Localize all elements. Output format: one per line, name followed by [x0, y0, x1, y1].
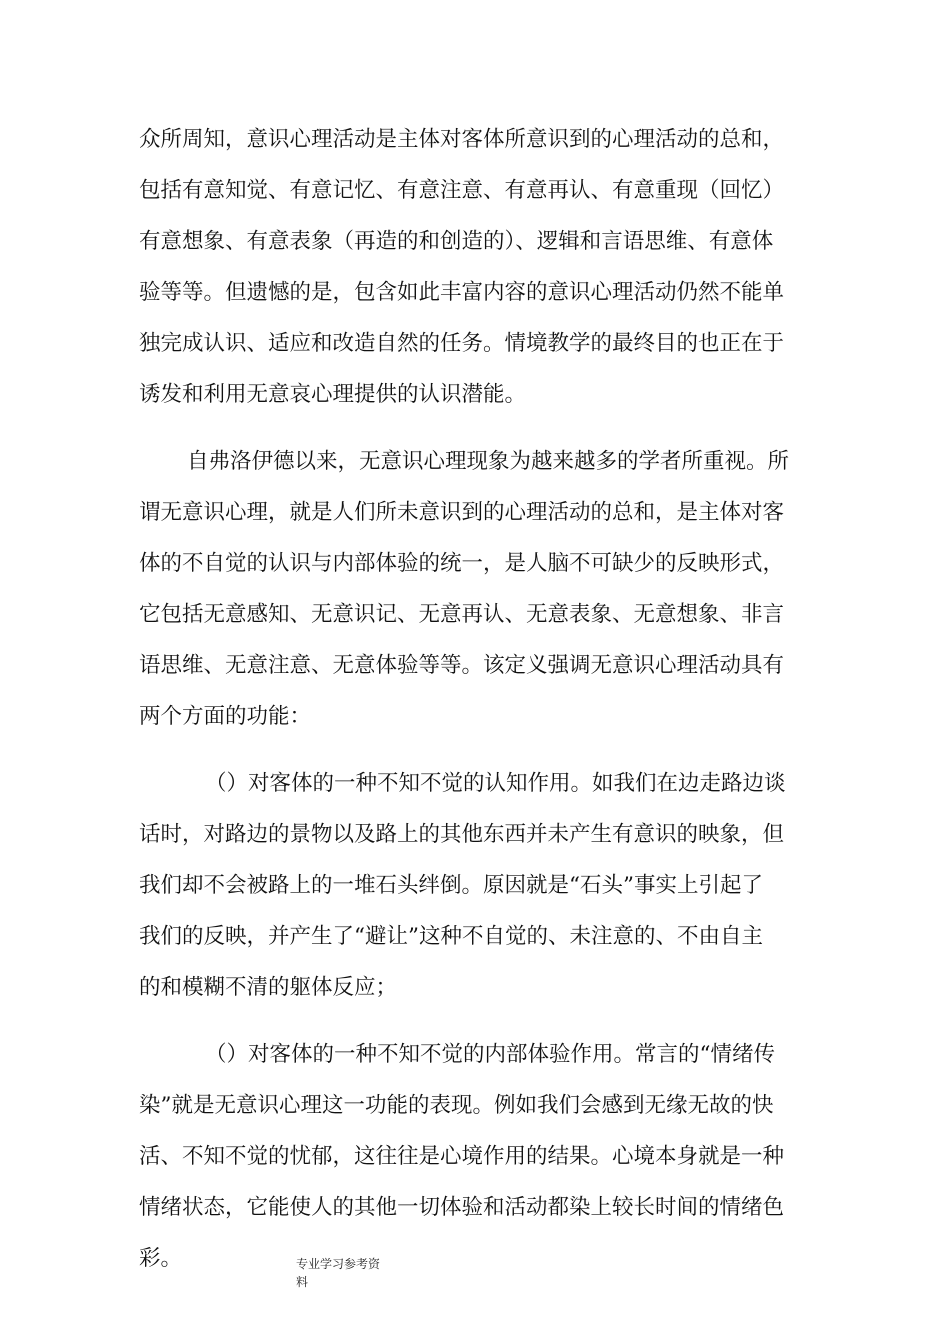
paragraph-spacer	[139, 1013, 819, 1029]
paragraph-spacer	[139, 420, 819, 436]
text-line: 谓无意识心理，就是人们所未意识到的心理活动的总和，是主体对客	[139, 500, 785, 525]
text-line: （）对客体的一种不知不觉的认知作用。如我们在边走路边谈	[205, 771, 786, 796]
text-line: 众所周知，意识心理活动是主体对客体所意识到的心理活动的总和，	[139, 127, 785, 152]
text-line: 情绪状态，它能使人的其他一切体验和活动都染上较长时间的情绪色	[139, 1195, 785, 1220]
page-footer	[296, 1255, 380, 1291]
text-line: 语思维、无意注意、无意体验等等。该定义强调无意识心理活动具有	[139, 653, 785, 678]
text-line: 我们却不会被路上的一堆石头绊倒。原因就是“石头”事实上引起了	[139, 873, 763, 898]
text-line: 的和模糊不清的躯体反应；	[139, 975, 398, 1000]
footer-text-line: 料	[296, 1275, 309, 1289]
document-body	[139, 114, 819, 1284]
text-line: 独完成认识、适应和改造自然的任务。情境教学的最终目的也正在于	[139, 331, 785, 356]
text-line: 验等等。但遗憾的是，包含如此丰富内容的意识心理活动仍然不能单	[139, 280, 785, 305]
text-line: 包括有意知觉、有意记忆、有意注意、有意再认、有意重现（回忆）	[139, 178, 785, 203]
paragraph-spacer	[139, 742, 819, 758]
text-line: 诱发和利用无意哀心理提供的认识潜能。	[139, 382, 527, 407]
text-line: 彩。	[139, 1246, 183, 1271]
paragraph-cognitive-function	[139, 758, 819, 1013]
text-line: 两个方面的功能：	[139, 704, 312, 729]
text-line: 自弗洛伊德以来，无意识心理现象为越来越多的学者所重视。所	[187, 449, 790, 474]
text-line: 我们的反映，并产生了“避让”这种不自觉的、未注意的、不由自主	[139, 924, 763, 949]
text-line: 体的不自觉的认识与内部体验的统一，是人脑不可缺少的反映形式，	[139, 551, 785, 576]
paragraph-experience-function	[139, 1029, 819, 1284]
footer-text-line: 专业学习参考资	[296, 1257, 381, 1271]
paragraph-unconscious-definition	[139, 436, 819, 742]
paragraph-conscious-activity	[139, 114, 819, 420]
text-line: （）对客体的一种不知不觉的内部体验作用。常言的“情绪传	[205, 1042, 775, 1067]
text-line: 有意想象、有意表象（再造的和创造的）、逻辑和言语思维、有意体	[139, 229, 774, 254]
text-line: 活、不知不觉的忧郁，这往往是心境作用的结果。心境本身就是一种	[139, 1144, 785, 1169]
text-line: 染”就是无意识心理这一功能的表现。例如我们会感到无缘无故的快	[139, 1093, 774, 1118]
text-line: 它包括无意感知、无意识记、无意再认、无意表象、无意想象、非言	[139, 602, 785, 627]
text-line: 话时，对路边的景物以及路上的其他东西并未产生有意识的映象，但	[139, 822, 785, 847]
